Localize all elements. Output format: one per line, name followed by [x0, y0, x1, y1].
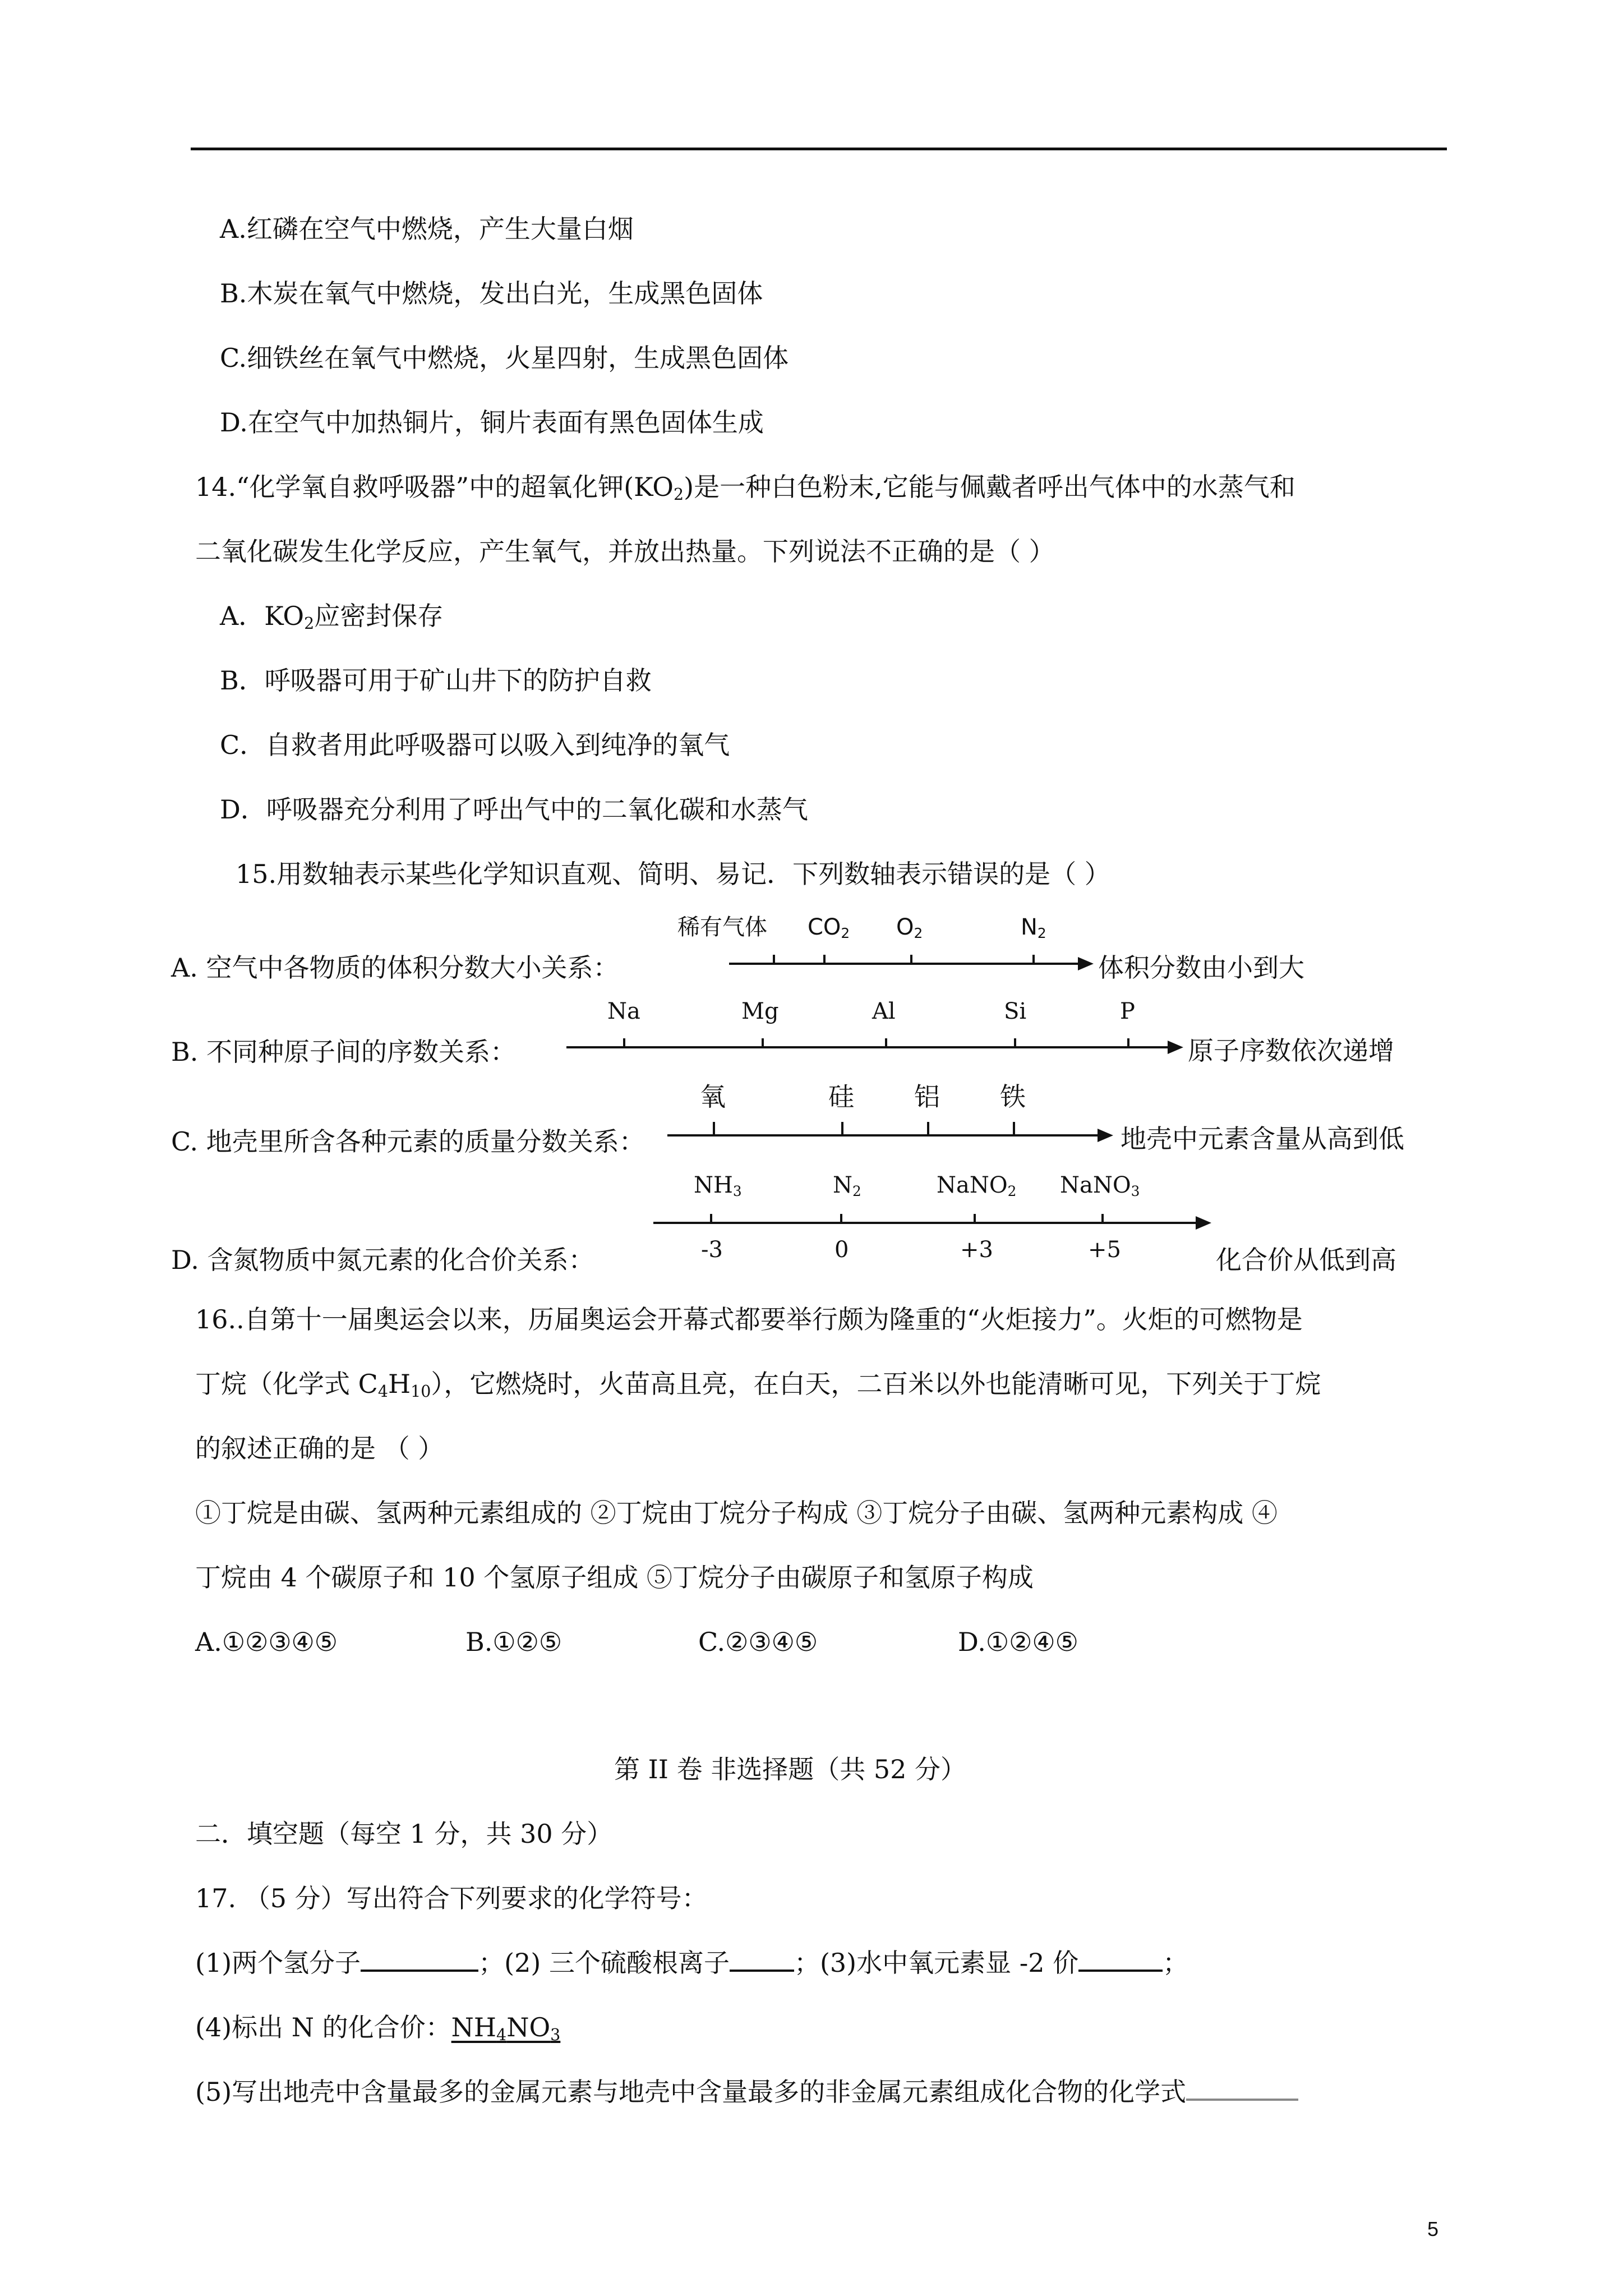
q16-stem-line3: 的叙述正确的是 （ ） [195, 1433, 444, 1464]
q15-c-tick-label-3: 铝 [914, 1082, 940, 1112]
q16-statements-line2: 丁烷由 4 个碳原子和 10 个氢原子组成 ⑤丁烷分子由碳原子和氢原子构成 [195, 1562, 1034, 1593]
q15-d-tick-label-2: $N_2$ [833, 1172, 861, 1200]
q16-option-b: B.①②⑤ [465, 1627, 562, 1657]
q16-stem-line1: 16..自第十一届奥运会以来，历届奥运会开幕式都要举行颇为隆重的“火炬接力”。火炬的可燃物是 [195, 1304, 1303, 1335]
q15-c-label: C. 地壳里所含各种元素的质量分数关系： [171, 1126, 645, 1157]
q15-d-label: D. 含氮物质中氮元素的化合价关系： [171, 1245, 594, 1275]
q16-option-c: C.②③④⑤ [698, 1627, 818, 1657]
q17-formula: $NH_4NO_3$ [451, 2012, 561, 2045]
q16-option-a: A.①②③④⑤ [195, 1627, 338, 1657]
q14-option-b: B．呼吸器可用于矿山井下的防护自救 [220, 665, 652, 696]
q15-d-tick-label-4: NaNO$_3$ [1060, 1172, 1140, 1200]
q15-stem: 15.用数轴表示某些化学知识直观、简明、易记．下列数轴表示错误的是（ ） [236, 859, 1110, 889]
q13-option-a: A.红磷在空气中燃烧，产生大量白烟 [220, 214, 634, 244]
q13-option-c: C.细铁丝在氧气中燃烧，火星四射，生成黑色固体 [220, 343, 789, 373]
q17-stem: 17. （5 分）写出符合下列要求的化学符号： [195, 1883, 708, 1913]
q16-statements-line1: ①丁烷是由碳、氢两种元素组成的 ②丁烷由丁烷分子构成 ③丁烷分子由碳、氢两种元素构成 ④ [195, 1498, 1278, 1528]
section2-title: 第 II 卷 非选择题（共 52 分） [614, 1754, 966, 1784]
q16-option-d: D.①②④⑤ [958, 1627, 1078, 1657]
answer-blank[interactable] [361, 1947, 478, 1972]
q15-b-axis-end: 原子序数依次递增 [1188, 1036, 1394, 1066]
q13-option-d: D.在空气中加热铜片，铜片表面有黑色固体生成 [220, 407, 764, 438]
q14-option-a: A．$KO_2$应密封保存 [220, 601, 444, 633]
q15-d-tick-label-3: NaNO$_2$ [937, 1172, 1017, 1200]
q15-d-value-2: 0 [834, 1237, 849, 1263]
q15-d-value-4: +5 [1088, 1237, 1121, 1263]
q15-c-tick-label-4: 铁 [1000, 1082, 1026, 1112]
q15-a-axis-end: 体积分数由小到大 [1098, 953, 1304, 983]
q14-option-d: D．呼吸器充分利用了呼出气中的二氧化碳和水蒸气 [220, 794, 808, 825]
q15-a-tick-label-1: 稀有气体 [677, 914, 767, 940]
q15-b-label: B. 不同种原子间的序数关系： [171, 1037, 517, 1067]
q14-stem-line1: 14.“化学氧自救呼吸器”中的超氧化钾$(KO_2)$是一种白色粉末,它能与佩戴者呼出气体中的水蒸气和 [195, 472, 1295, 504]
answer-blank[interactable] [1078, 1947, 1163, 1972]
q15-b-tick-label-3: Al [872, 999, 896, 1024]
q15-d-axis-end: 化合价从低到高 [1216, 1245, 1396, 1275]
q15-c-tick-label-2: 硅 [828, 1082, 854, 1112]
q15-b-tick-label-1: Na [607, 999, 640, 1024]
q14-stem-line2: 二氧化碳发生化学反应，产生氧气，并放出热量。下列说法不正确的是（ ） [195, 536, 1055, 567]
q13-option-b: B.木炭在氧气中燃烧，发出白光，生成黑色固体 [220, 278, 763, 309]
q15-a-tick-label-3: $O_2$ [896, 914, 923, 942]
q15-d-arrow [1196, 1216, 1211, 1230]
q15-a-tick-label-4: $N_2$ [1021, 914, 1046, 942]
q17-item-4: (4)标出 N 的化合价：$NH_4NO_3$ [195, 2012, 561, 2045]
q14-option-c: C．自救者用此呼吸器可以吸入到纯净的氧气 [220, 730, 730, 760]
q16-stem-line2: 丁烷（化学式 $C_4H_{10}$），它燃烧时，火苗高且亮，在白天，二百米以外也能清晰可见，下列关于丁烷 [195, 1369, 1321, 1401]
q15-d-value-1: -3 [701, 1237, 723, 1263]
q15-b-tick-label-2: Mg [741, 999, 779, 1024]
q15-d-value-3: +3 [960, 1237, 993, 1263]
answer-blank[interactable] [1186, 2076, 1298, 2101]
q15-b-tick-label-4: Si [1004, 999, 1027, 1024]
q15-a-label: A. 空气中各物质的体积分数大小关系： [171, 953, 619, 983]
q15-c-tick-label-1: 氧 [700, 1082, 726, 1112]
q15-c-axis-end: 地壳中元素含量从高到低 [1121, 1124, 1404, 1154]
q15-a-tick-label-2: $CO_2$ [808, 914, 850, 942]
q17-item-5: (5)写出地壳中含量最多的金属元素与地壳中含量最多的非金属元素组成化合物的化学式 [195, 2075, 1298, 2109]
q17-items-1-3: (1)两个氢分子 ；(2) 三个硫酸根离子 ；(3)水中氧元素显 -2 价 ； [195, 1948, 1189, 1978]
section2-part: 二．填空题（每空 1 分，共 30 分） [195, 1819, 613, 1849]
page-number: 5 [1427, 2217, 1439, 2240]
q15-d-tick-label-1: $NH_3$ [694, 1172, 742, 1200]
answer-blank[interactable] [730, 1947, 794, 1972]
q15-b-tick-label-5: P [1120, 999, 1135, 1024]
